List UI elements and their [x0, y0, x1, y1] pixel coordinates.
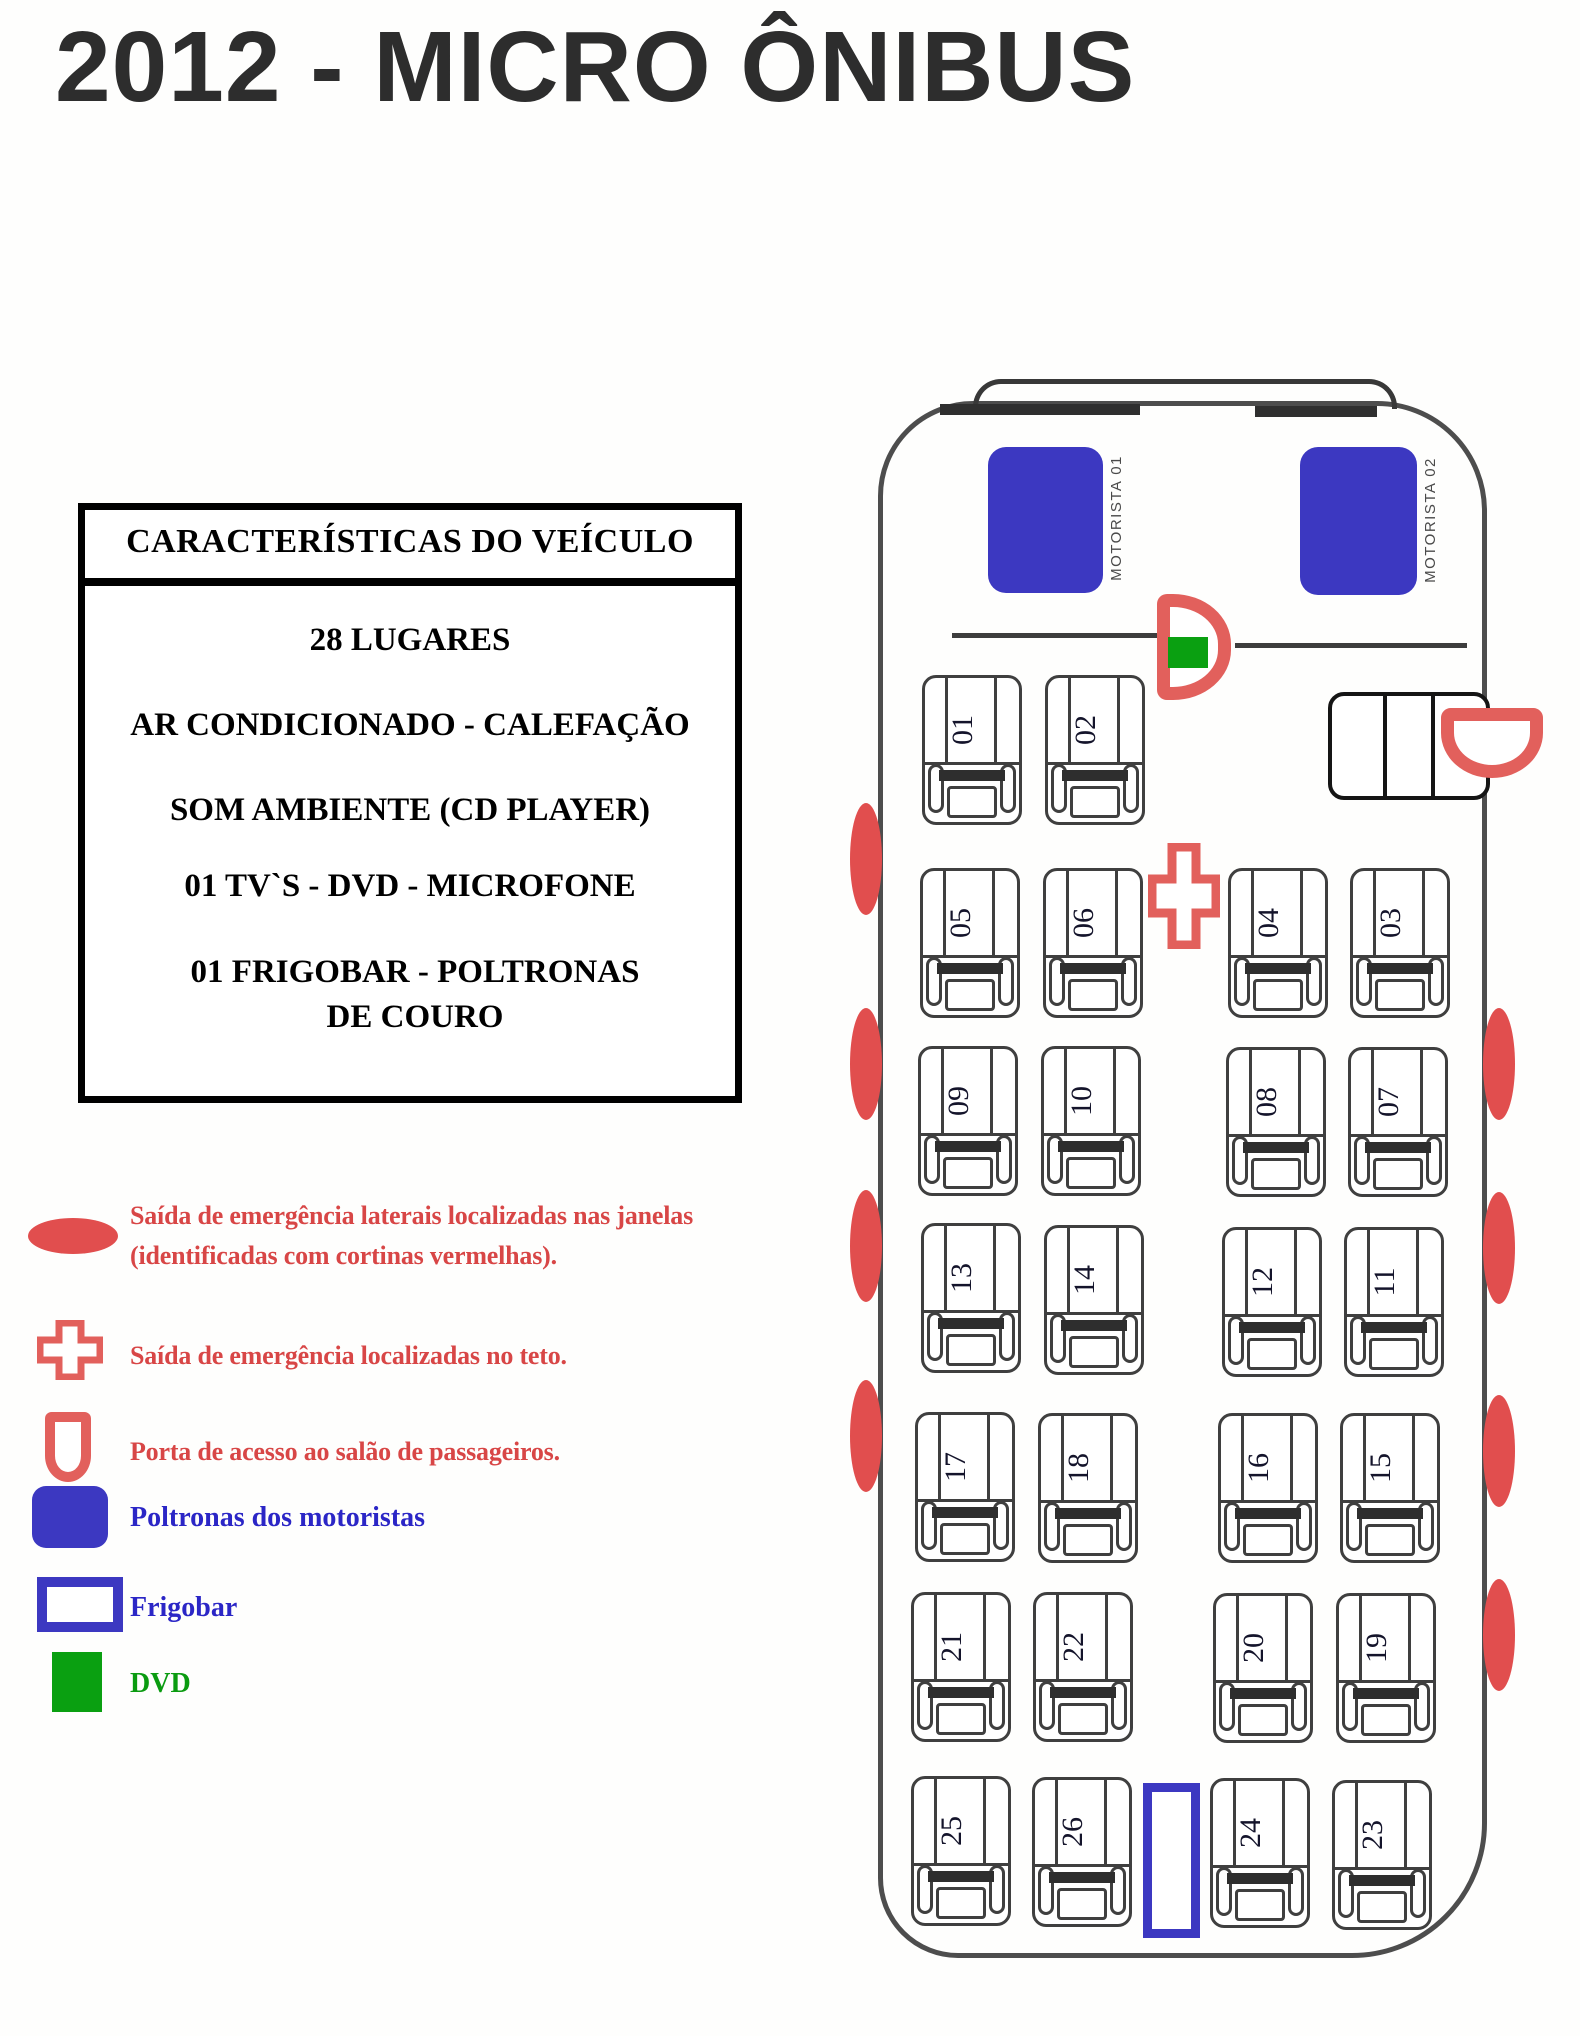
seat-backrest-band: [1058, 1141, 1124, 1152]
seat-base: [940, 1523, 991, 1555]
seat-backrest-band: [1239, 1322, 1305, 1333]
seat-line: [1404, 1783, 1407, 1867]
seat-backrest-band: [928, 1687, 994, 1698]
cabin-partition-right: [1235, 643, 1467, 648]
seat-backrest-band: [939, 770, 1005, 781]
seat-base: [1373, 1158, 1424, 1190]
passenger-seat: [1033, 1592, 1133, 1742]
seat-base: [1066, 1157, 1117, 1189]
seat-base: [946, 1334, 997, 1366]
seat-base: [1247, 1338, 1298, 1370]
window-exit-marker: [1483, 1579, 1515, 1691]
passenger-seat: [1340, 1413, 1440, 1563]
seat-line: [1416, 1230, 1419, 1314]
passenger-seat: [1213, 1593, 1313, 1743]
roof-exit-icon: [37, 1320, 103, 1380]
window-exit-marker: [850, 803, 882, 915]
seat-line: [1412, 1416, 1415, 1500]
seat-base: [1375, 979, 1426, 1011]
seat-base: [1243, 1524, 1294, 1556]
seat-line: [994, 678, 997, 762]
seat-number: 15: [1363, 1452, 1397, 1483]
seat-backrest-band: [1060, 963, 1126, 974]
seat-base: [1235, 1889, 1286, 1921]
seat-number: 04: [1251, 907, 1285, 938]
seat-backrest-band: [928, 1871, 994, 1882]
passenger-seat: [1045, 675, 1145, 825]
passenger-seat: [1032, 1777, 1132, 1927]
seat-line: [1115, 871, 1118, 955]
legend-door-text: Porta de acesso ao salão de passageiros.: [130, 1437, 560, 1466]
seat-backrest-band: [1055, 1508, 1121, 1519]
frigobar-marker: [1143, 1783, 1200, 1938]
seat-base: [1253, 979, 1304, 1011]
dvd-marker: [1168, 637, 1208, 668]
seat-number: 14: [1067, 1264, 1101, 1295]
driver-label-1: MOTORISTA 01: [1108, 455, 1125, 581]
seat-base: [1251, 1158, 1302, 1190]
seat-line: [1116, 1228, 1119, 1312]
seat-line: [987, 1415, 990, 1499]
windshield-bar: [1255, 406, 1377, 417]
passenger-seat: [915, 1412, 1015, 1562]
seat-base: [1365, 1524, 1416, 1556]
seat-number: 17: [938, 1451, 972, 1482]
seat-line: [1104, 1780, 1107, 1864]
characteristic-line: 28 LUGARES: [309, 622, 511, 658]
legend-roof-exit-text: Saída de emergência localizadas no teto.: [130, 1341, 567, 1370]
passenger-seat: [922, 675, 1022, 825]
seat-base: [947, 786, 998, 818]
window-exit-marker: [850, 1190, 882, 1302]
seat-base: [1369, 1338, 1420, 1370]
driver-seat-icon: [32, 1486, 108, 1548]
passenger-seat: [918, 1046, 1018, 1196]
passenger-seat: [911, 1776, 1011, 1926]
seat-line: [1110, 1416, 1113, 1500]
seat-number: 03: [1373, 907, 1407, 938]
characteristic-line: SOM AMBIENTE (CD PLAYER): [169, 792, 651, 828]
seat-number: 20: [1236, 1632, 1270, 1663]
passenger-seat: [1043, 868, 1143, 1018]
seat-base: [1070, 786, 1121, 818]
seat-number: 24: [1233, 1817, 1267, 1848]
characteristics-header: CARACTERÍSTICAS DO VEÍCULO: [85, 510, 735, 586]
seat-line: [1298, 1050, 1301, 1134]
seat-backrest-band: [1349, 1875, 1415, 1886]
seat-line: [1290, 1416, 1293, 1500]
seat-line: [992, 871, 995, 955]
seat-number: 23: [1355, 1819, 1389, 1850]
seat-base: [936, 1703, 987, 1735]
seat-number: 26: [1055, 1816, 1089, 1847]
passenger-seat: [1336, 1593, 1436, 1743]
seat-number: 16: [1241, 1452, 1275, 1483]
passenger-seat: [1044, 1225, 1144, 1375]
seat-backrest-band: [1050, 1687, 1116, 1698]
seat-number: 10: [1064, 1085, 1098, 1116]
seat-base: [1357, 1891, 1408, 1923]
seat-line: [1285, 1596, 1288, 1680]
seat-number: 18: [1061, 1452, 1095, 1483]
seat-number: 25: [934, 1815, 968, 1846]
passenger-seat: [920, 868, 1020, 1018]
seat-backrest-band: [1049, 1872, 1115, 1883]
step-divider: [1431, 696, 1435, 796]
seat-backrest-band: [1245, 963, 1311, 974]
window-exit-marker: [850, 1008, 882, 1120]
legend-window-exit-text: Saída de emergência laterais localizadas nas janelas (identificadas com cortinas vermelhas).: [130, 1201, 693, 1271]
seat-base: [1361, 1704, 1412, 1736]
seat-number: 06: [1066, 907, 1100, 938]
seat-backrest-band: [1243, 1142, 1309, 1153]
driver-seat-1: [988, 447, 1103, 593]
passenger-seat: [1348, 1047, 1448, 1197]
seat-line: [993, 1226, 996, 1310]
windshield-bar: [940, 404, 1140, 415]
seat-backrest-band: [1061, 1320, 1127, 1331]
passenger-seat: [1218, 1413, 1318, 1563]
characteristic-line: AR CONDICIONADO - CALEFAÇÃO: [130, 707, 690, 743]
seat-number: 08: [1249, 1086, 1283, 1117]
seat-backrest-band: [1353, 1688, 1419, 1699]
seat-number: 05: [943, 907, 977, 938]
seat-backrest-band: [932, 1507, 998, 1518]
passenger-seat: [1041, 1046, 1141, 1196]
seat-number: 09: [941, 1085, 975, 1116]
seat-line: [1282, 1781, 1285, 1865]
legend-driver-seat-text: Poltronas dos motoristas: [130, 1502, 426, 1533]
door-icon: [45, 1412, 91, 1482]
seat-base: [1238, 1704, 1289, 1736]
seat-backrest-band: [1357, 1508, 1423, 1519]
seat-base: [1069, 1336, 1120, 1368]
dvd-icon: [52, 1652, 102, 1712]
seat-backrest-band: [1062, 770, 1128, 781]
characteristic-line: 01 TV`S - DVD - MICROFONE: [184, 868, 636, 904]
window-exit-marker: [1483, 1192, 1515, 1304]
seat-line: [1117, 678, 1120, 762]
window-exit-marker: [1483, 1008, 1515, 1120]
seat-line: [983, 1595, 986, 1679]
seat-base: [1058, 1703, 1109, 1735]
seat-line: [1422, 871, 1425, 955]
seat-line: [1300, 871, 1303, 955]
passenger-seat: [1332, 1780, 1432, 1930]
seat-number: 19: [1359, 1632, 1393, 1663]
seat-backrest-band: [938, 1318, 1004, 1329]
seat-line: [1408, 1596, 1411, 1680]
seat-number: 13: [944, 1262, 978, 1293]
seat-number: 02: [1068, 714, 1102, 745]
page-title: 2012 - MICRO ÔNIBUS: [55, 11, 1136, 123]
seat-backrest-band: [937, 963, 1003, 974]
seat-number: 01: [945, 714, 979, 745]
seat-number: 07: [1371, 1086, 1405, 1117]
passenger-seat: [921, 1223, 1021, 1373]
seat-backrest-band: [1365, 1142, 1431, 1153]
seat-number: 21: [934, 1631, 968, 1662]
seat-backrest-band: [1367, 963, 1433, 974]
seat-backrest-band: [1361, 1322, 1427, 1333]
passenger-seat: [911, 1592, 1011, 1742]
seat-number: 22: [1056, 1631, 1090, 1662]
cabin-partition-left: [952, 633, 1157, 638]
seat-base: [1068, 979, 1119, 1011]
seat-line: [983, 1779, 986, 1863]
window-exit-marker: [850, 1380, 882, 1492]
seat-line: [1105, 1595, 1108, 1679]
characteristics-box: [78, 503, 742, 1103]
window-exit-icon: [28, 1218, 118, 1254]
seat-number: 11: [1367, 1267, 1401, 1297]
window-exit-marker: [1483, 1395, 1515, 1507]
frigobar-icon: [37, 1577, 123, 1632]
legend-dvd-text: DVD: [130, 1668, 191, 1699]
passenger-seat: [1222, 1227, 1322, 1377]
passenger-seat: [1350, 868, 1450, 1018]
seat-line: [1294, 1230, 1297, 1314]
passenger-seat: [1226, 1047, 1326, 1197]
characteristic-line: 01 FRIGOBAR - POLTRONAS DE COURO: [190, 954, 640, 1035]
seat-line: [1113, 1049, 1116, 1133]
seat-line: [1420, 1050, 1423, 1134]
legend-frigobar-text: Frigobar: [130, 1592, 238, 1623]
seat-base: [1057, 1888, 1108, 1920]
seat-base: [943, 1157, 994, 1189]
seat-backrest-band: [1227, 1873, 1293, 1884]
seat-backrest-band: [1235, 1508, 1301, 1519]
passenger-seat: [1210, 1778, 1310, 1928]
passenger-seat: [1038, 1413, 1138, 1563]
step-divider: [1383, 696, 1387, 796]
roof-exit-marker: [1148, 843, 1220, 949]
seat-line: [990, 1049, 993, 1133]
driver-label-2: MOTORISTA 02: [1422, 457, 1439, 583]
driver-seat-2: [1300, 447, 1417, 595]
seat-base: [1063, 1524, 1114, 1556]
passenger-seat: [1228, 868, 1328, 1018]
seat-backrest-band: [935, 1141, 1001, 1152]
seat-base: [945, 979, 996, 1011]
seat-backrest-band: [1230, 1688, 1296, 1699]
passenger-seat: [1344, 1227, 1444, 1377]
seat-number: 12: [1245, 1266, 1279, 1297]
seat-base: [936, 1887, 987, 1919]
